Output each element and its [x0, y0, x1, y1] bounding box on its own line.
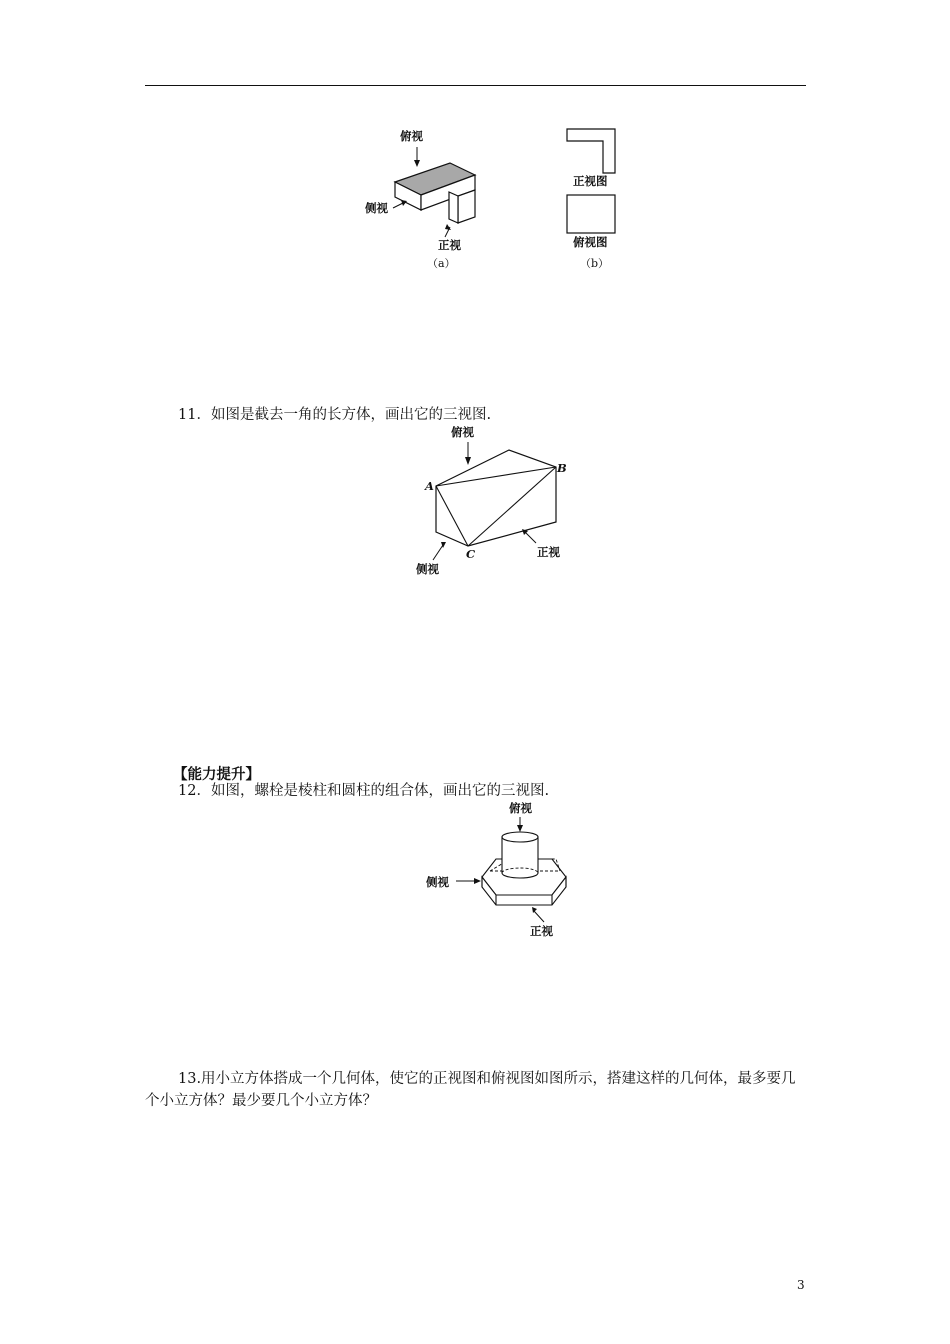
- point-a-label: A: [425, 479, 434, 493]
- caption-b: （b）: [580, 257, 610, 270]
- cylinder-top: [502, 832, 538, 842]
- figure-10: [355, 125, 655, 275]
- label-top-view: 俯视: [451, 425, 474, 439]
- caption-a: （a）: [427, 257, 456, 270]
- front-view-shape: [567, 129, 615, 173]
- point-b-label: B: [557, 461, 567, 475]
- label-front-view: 正视: [438, 238, 461, 252]
- point-c-label: C: [466, 547, 476, 561]
- top-view-shape: [567, 195, 615, 233]
- figure-11: [408, 422, 583, 580]
- label-top-view: 俯视: [509, 801, 532, 815]
- front-view-label: 正视图: [573, 174, 608, 188]
- label-side-view: 侧视: [416, 562, 439, 576]
- page-number: 3: [797, 1278, 805, 1292]
- figure-12: [420, 797, 580, 942]
- cut-cuboid-outline: [436, 450, 556, 546]
- label-front-view: 正视: [537, 545, 560, 559]
- question-11: 11．如图是截去一角的长方体，画出它的三视图.: [178, 407, 492, 423]
- question-12: 12．如图，螺栓是棱柱和圆柱的组合体，画出它的三视图.: [178, 783, 550, 799]
- question-13: 13.用小立方体搭成一个几何体，使它的正视图和俯视图如图所示，搭建这样的几何体，最多要几个小立方体？最少要几个小立方体？: [145, 1071, 796, 1109]
- section-heading: 【能力提升】: [173, 767, 260, 783]
- header-rule: [145, 85, 806, 86]
- label-front-view: 正视: [530, 924, 553, 938]
- label-top-view: 俯视: [400, 129, 423, 143]
- label-side-view: 侧视: [426, 875, 449, 889]
- top-view-label: 俯视图: [573, 235, 608, 249]
- label-side-view: 侧视: [365, 201, 388, 215]
